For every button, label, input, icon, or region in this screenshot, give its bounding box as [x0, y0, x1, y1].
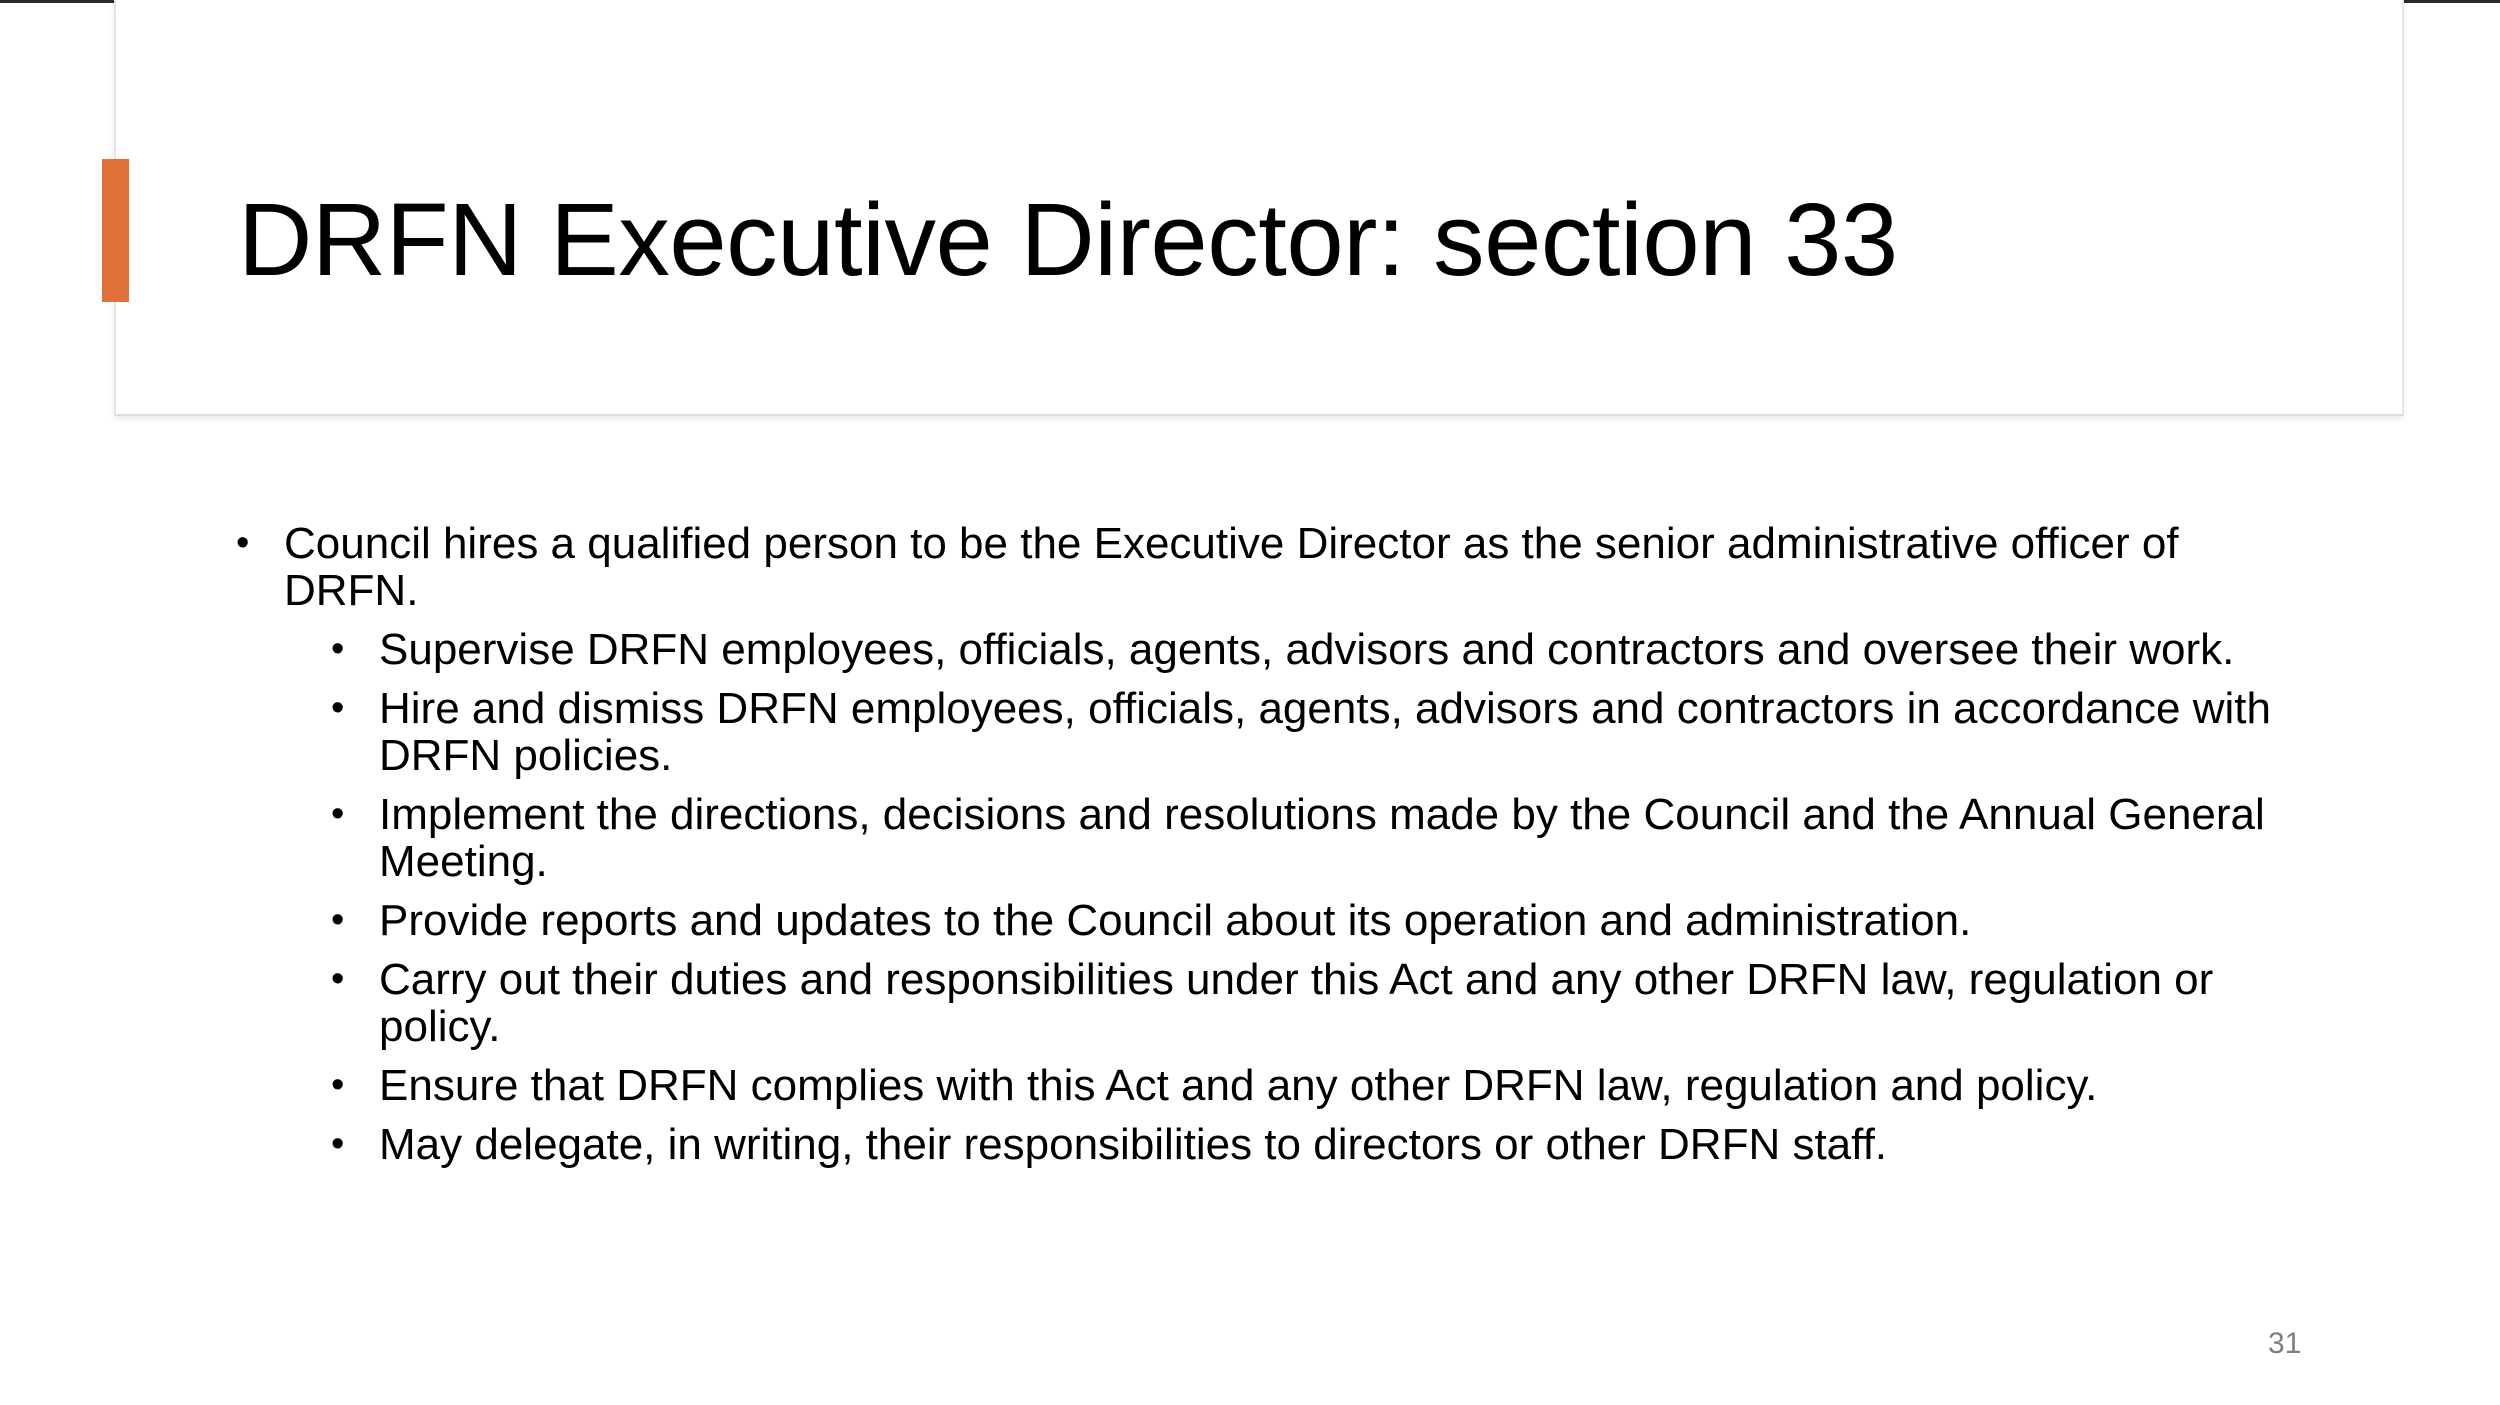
slide-number: 31 [2268, 1327, 2302, 1360]
sub-bullet-item [0, 1121, 2314, 1168]
bullet-text: Council hires a qualified person to be the Executive Director as the senior administrative officer of DRFN. [284, 519, 2179, 615]
sub-bullet-item [0, 897, 2314, 944]
bullet-item [0, 520, 2234, 614]
sub-bullet-text: Ensure that DRFN complies with this Act and any other DRFN law, regulation and policy. [379, 1061, 2098, 1110]
bullet-dot-icon: • [331, 687, 345, 729]
sub-bullet-item [0, 791, 2314, 885]
sub-bullet-item [0, 685, 2314, 779]
sub-bullet-text: Hire and dismiss DRFN employees, officials, agents, advisors and contractors in accordance with DRFN policies. [379, 684, 2271, 780]
title-accent-bar [102, 159, 129, 302]
slide-body [0, 520, 2500, 1180]
bullet-dot-icon: • [331, 1123, 345, 1165]
slide-title: DRFN Executive Director: section 33 [238, 182, 1898, 297]
bullet-dot-icon: • [331, 628, 345, 670]
bullet-dot-icon: • [331, 1064, 345, 1106]
sub-bullet-text: Carry out their duties and responsibilities under this Act and any other DRFN law, regulation or policy. [379, 955, 2214, 1051]
sub-bullet-text: Implement the directions, decisions and resolutions made by the Council and the Annual General Meeting. [379, 790, 2265, 886]
sub-bullet-text: Provide reports and updates to the Council about its operation and administration. [379, 896, 1972, 945]
sub-bullet-item [0, 626, 2314, 673]
sub-bullet-text: Supervise DRFN employees, officials, agents, advisors and contractors and oversee their work. [379, 625, 2235, 674]
bullet-dot-icon: • [236, 522, 250, 564]
sub-bullet-item [0, 956, 2314, 1050]
bullet-dot-icon: • [331, 793, 345, 835]
sub-bullet-item [0, 1062, 2314, 1109]
bullet-dot-icon: • [331, 958, 345, 1000]
sub-bullet-text: May delegate, in writing, their responsibilities to directors or other DRFN staff. [379, 1120, 1888, 1169]
bullet-dot-icon: • [331, 899, 345, 941]
